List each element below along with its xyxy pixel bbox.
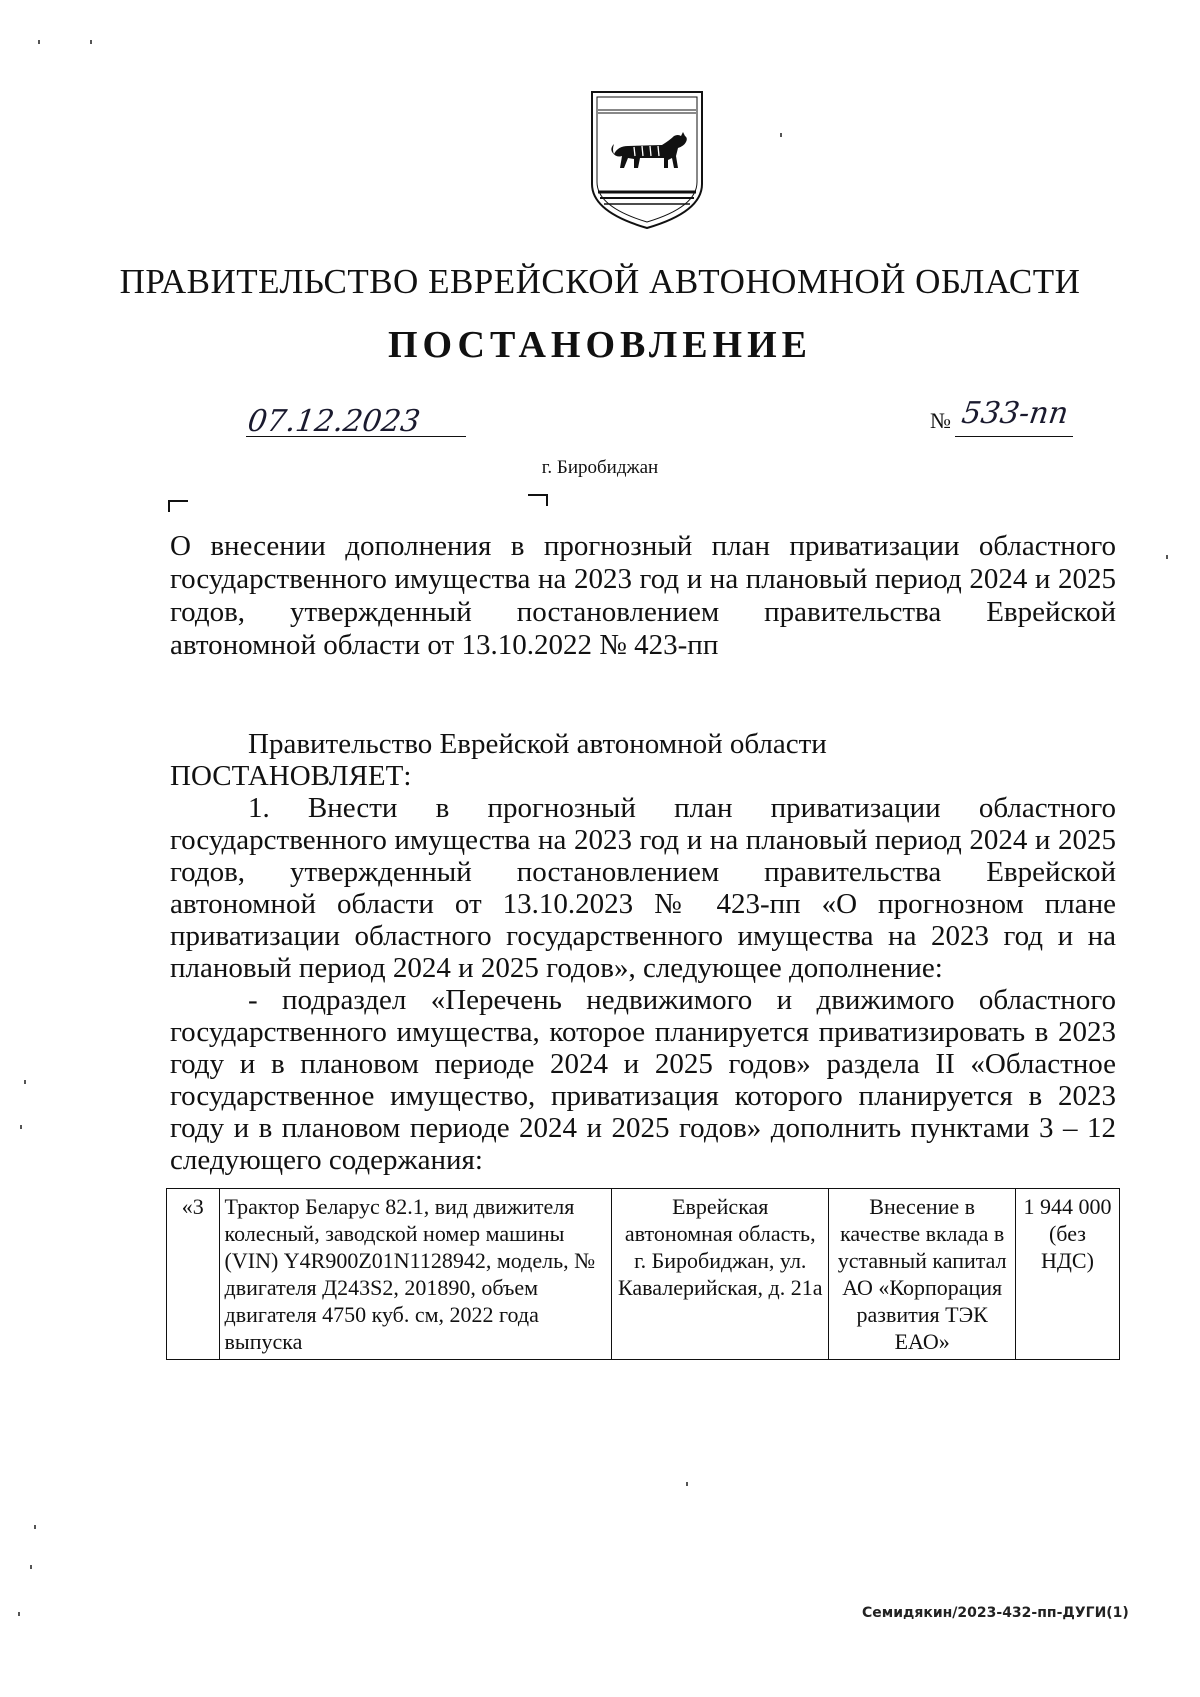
- decree-body: [170, 728, 1116, 1176]
- item-1-subsection: - подраздел «Перечень недвижимого и движимого областного государственного имущества, которое планируется приватизировать в 2023 году и в плановом периоде 2024 и 2025 годов» раздела II «Областное государственное имущество, приватизация которого планируется в 2023 году и в плановом периоде 2024 и 2025 годов» дополнить пунктами 3 – 12 следующего содержания:: [170, 984, 1116, 1176]
- number-underline: [955, 436, 1073, 437]
- handwritten-date: 07.12.2023: [245, 404, 423, 439]
- scan-speck: [18, 1612, 20, 1616]
- scan-speck: [780, 133, 782, 137]
- table-row: [167, 1189, 1120, 1360]
- intro-line: Правительство Еврейской автономной области: [248, 728, 827, 760]
- date-underline: [246, 436, 466, 437]
- asset-description: Трактор Беларус 82.1, вид движителя колесный, заводской номер машины (VIN) Y4R900Z01N1128942, модель, № двигателя Д243S2, 201890, объем двигателя 4750 куб. см, 2022 года выпуска: [219, 1189, 612, 1360]
- resolves-line: ПОСТАНОВЛЯЕТ:: [170, 760, 412, 792]
- scan-speck: [20, 1125, 22, 1129]
- coat-of-arms-tiger-icon: [588, 88, 706, 230]
- scan-speck: [1166, 555, 1168, 559]
- document-type: ПОСТАНОВЛЕНИЕ: [387, 324, 813, 366]
- scan-speck: [30, 1565, 32, 1569]
- footer-reference: Семидякин/2023-432-пп-ДУГИ(1): [862, 1605, 1129, 1621]
- asset-price: 1 944 000 (без НДС): [1015, 1189, 1119, 1360]
- scan-speck: [34, 1525, 36, 1529]
- item-1: 1. Внести в прогнозный план приватизации областного государственного имущества на 2023 год и на плановый период 2024 и 2025 годов, утвержденный постановлением правительства Еврейской автономной области от 13.10.2023 № 423-пп «О прогнозном плане приватизации областного государственного имущества на 2023 год и на плановый период 2024 и 2025 годов», следующее дополнение:: [170, 792, 1116, 984]
- scan-speck: [24, 1080, 26, 1084]
- scan-speck: [38, 40, 40, 44]
- city: г. Биробиджан: [541, 457, 659, 478]
- row-number: «3: [167, 1189, 220, 1360]
- asset-address: Еврейская автономная область, г. Биробиджан, ул. Кавалерийская, д. 21а: [612, 1189, 829, 1360]
- handwritten-number: 533-пп: [959, 396, 1071, 431]
- number-label: №: [930, 408, 951, 433]
- scan-speck: [90, 40, 92, 44]
- privatization-method: Внесение в качестве вклада в уставный капитал АО «Корпорация развития ТЭК ЕАО»: [829, 1189, 1015, 1360]
- government-title: ПРАВИТЕЛЬСТВО ЕВРЕЙСКОЙ АВТОНОМНОЙ ОБЛАСТИ: [119, 262, 1081, 301]
- corner-bracket-right: [528, 494, 548, 506]
- corner-bracket-left: [168, 500, 188, 512]
- decree-subject: О внесении дополнения в прогнозный план приватизации областного государственного имущества на 2023 год и на плановый период 2024 и 2025 годов, утвержденный постановлением правительства Еврейской автономной области от 13.10.2022 № 423-пп: [170, 530, 1116, 661]
- privatization-table: [166, 1188, 1120, 1360]
- scan-speck: [686, 1482, 688, 1486]
